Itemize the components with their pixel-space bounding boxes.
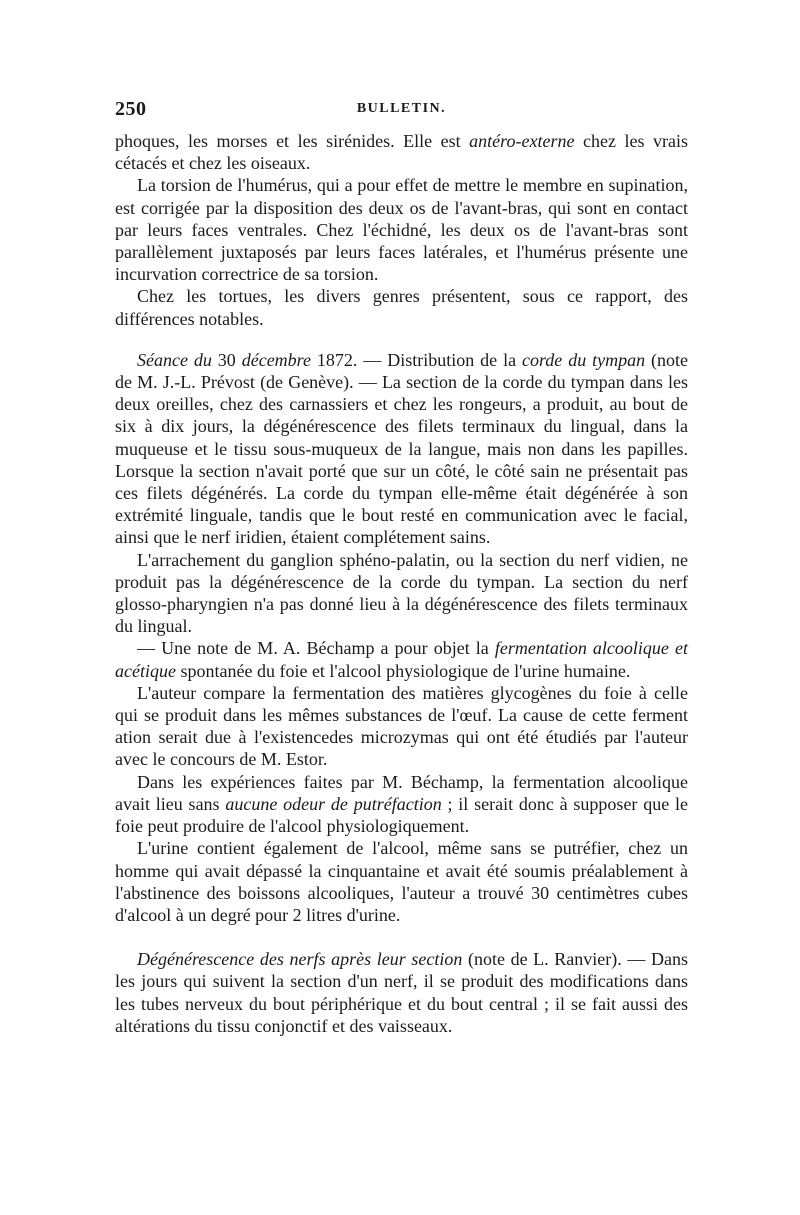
paragraph-1: phoques, les morses et les sirénides. Elle est antéro-externe chez les vrais cétacés et chez les oiseaux. xyxy=(115,131,689,174)
paragraph-2: La torsion de l'humérus, qui a pour effet de mettre le membre en supination, est corrigée par la disposition des deux os de l'avant-bras, qui sont en contact par leurs faces ventrales. Chez l'échidné, les deux os de l'avant-bras sont parallèlement juxtaposés par leurs faces latérales, et l'humérus présente une incurvation correctrice de sa torsion. xyxy=(115,175,688,285)
running-title: BULLETIN. xyxy=(356,101,447,116)
paragraph-5: L'arrachement du ganglion sphéno-palatin, ou la section du nerf vidien, ne produit pas la dégénérescence de la corde du tympan. La section du nerf glosso-pharyngien n'a pas donné lieu à la dégénérescence des filets terminaux du lingual. xyxy=(115,549,688,637)
paragraph-6: — Une note de M. A. Béchamp a pour objet la fermentation alcoolique et acétique spontanée du foie et l'alcool physiologique de l'urine humaine. xyxy=(115,638,688,681)
page-number: 250 xyxy=(115,98,147,120)
paragraph-4-seance: Séance du 30 décembre 1872. — Distribution de la corde du tympan (note de M. J.-L. Prévost (de Genève). — La section de la corde du tympan dans les deux oreilles, chez des carnassiers et chez les rongeurs, a produit, au bout de six à dix jours, la dégénérescence des filets terminaux du lingual, dans la muqueuse et le tissu sous-muqueux de la langue, mais non dans les papilles. Lorsque la section n'avait porté que sur un côté, le côté sain ne présentait pas ces filets dégénérés. La corde du tympan elle-même était dégénérée à son extrémité linguale, tandis que le bout resté en communication avec le facial, ainsi que le nerf iridien, étaient complétement sains. xyxy=(115,349,689,548)
paragraph-8: Dans les expériences faites par M. Béchamp, la fermentation alcoolique avait lieu sans aucune odeur de putréfaction ; il serait donc à supposer que le foie peut produire de l'alcool physiologiquement. xyxy=(115,771,688,837)
paragraph-7: L'auteur compare la fermentation des matières glycogènes du foie à celle qui se produit dans les mêmes substances de l'œuf. La cause de cette ferment ation serait due à l'existencedes microzymas qui ont été étudiés par l'auteur avec le concours de M. Estor. xyxy=(115,682,688,770)
page-header xyxy=(115,98,688,124)
paragraph-3: Chez les tortues, les divers genres présentent, sous ce rapport, des différences notables. xyxy=(115,286,688,329)
paragraph-10: Dégénérescence des nerfs après leur section (note de L. Ranvier). — Dans les jours qui suivent la section d'un nerf, il se produit des modifications dans les tubes nerveux du bout périphérique et du bout central ; il se fait aussi des altérations du tissu conjonctif et des vaisseaux. xyxy=(115,949,689,1036)
body-text xyxy=(115,130,688,1037)
paragraph-9: L'urine contient également de l'alcool, même sans se putréfier, chez un homme qui avait dépassé la cinquantaine et avait été soumis préalablement à l'abstinence des boissons alcooliques, l'auteur a trouvé 30 centimètres cubes d'alcool à un degré pour 2 litres d'urine. xyxy=(115,838,688,925)
